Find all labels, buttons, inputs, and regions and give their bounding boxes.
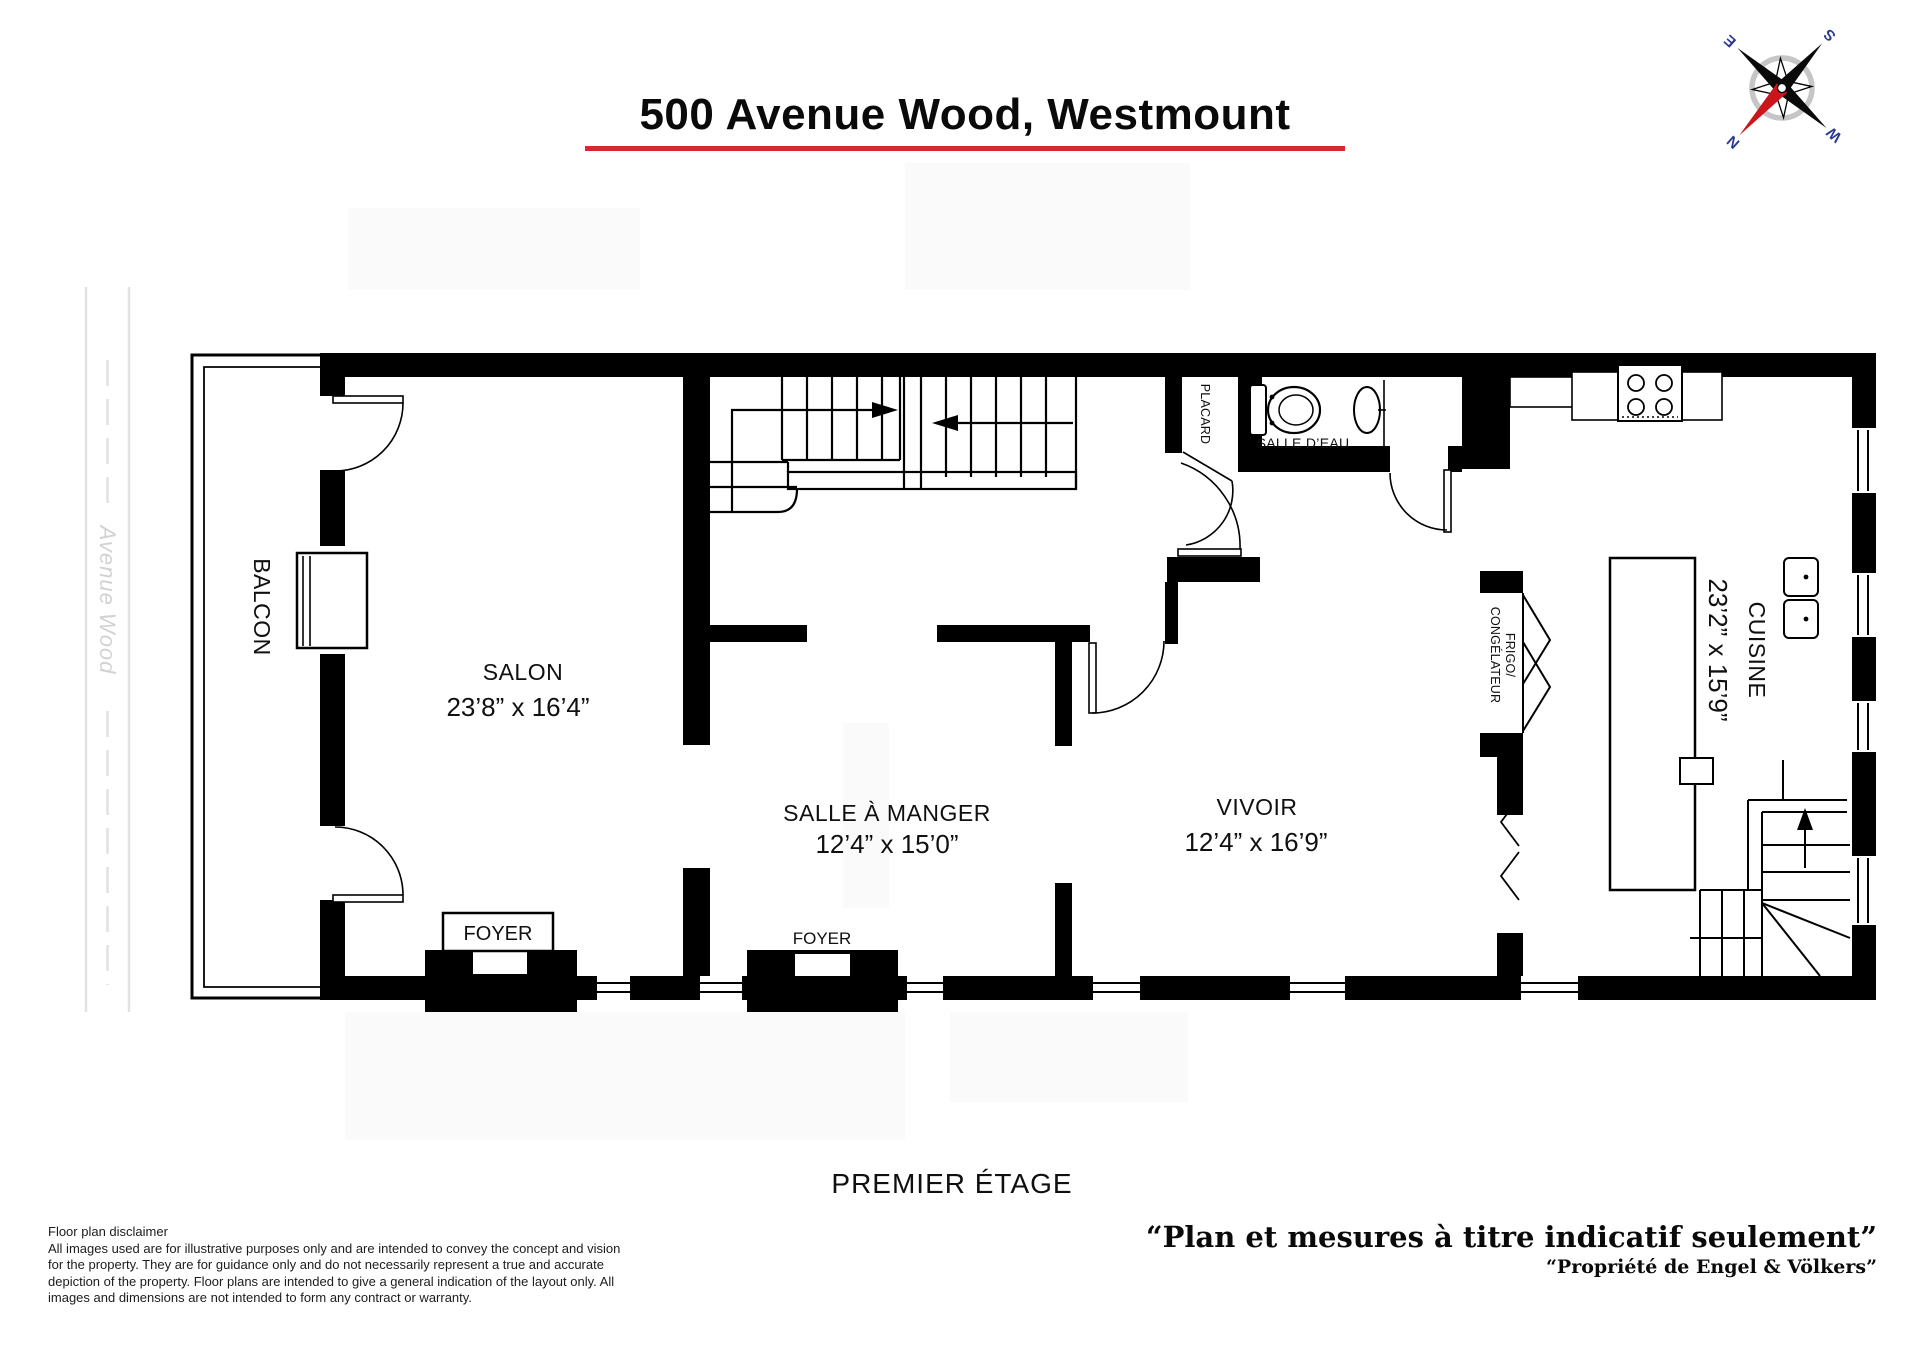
label-placard: PLACARD [1198,383,1212,445]
label-foyer-right: FOYER [792,929,852,948]
stove-icon [1618,365,1682,421]
vivoir-door-leaf [1089,643,1096,713]
compass-label-w: W [1823,123,1846,146]
sink-icon [1354,387,1380,433]
label-salon: SALON [482,659,564,685]
disclaimer-line: All images used are for illustrative purposes only and are intended to convey the concept and vision [48,1240,621,1256]
page-title: 500 Avenue Wood, Westmount [639,90,1291,139]
bay-window [297,553,367,648]
dims-cuisine: 23’2” x 15’9” [1703,578,1733,722]
disclaimer-title: Floor plan disclaimer [48,1224,168,1239]
compass-label-n: N [1723,131,1744,152]
svg-text:CONGÉLATEUR: CONGÉLATEUR [1488,606,1502,704]
label-salle-a-manger: SALLE À MANGER [783,800,991,826]
label-vivoir: VIVOIR [1216,794,1298,820]
svg-text:FRIGO/: FRIGO/ [1503,632,1517,678]
dims-salle-a-manger: 12’4” x 15’0” [815,829,959,859]
floor-level-label: PREMIER ÉTAGE [831,1168,1073,1199]
disclaimer-line: for the property. They are for guidance only and do not necessarily represent a true and accurate [48,1257,604,1272]
dims-vivoir: 12’4” x 16’9” [1184,827,1328,857]
staircase-main [710,377,1076,512]
quote-main: “Plan et mesures à titre indicatif seulement” [1145,1220,1877,1254]
balcony-door-leaf-top [333,396,403,403]
toilet-bowl-icon [1268,387,1320,433]
staircase-basement [1680,758,1850,976]
label-cuisine: CUISINE [1744,601,1770,699]
salle-deau-door-leaf [1444,470,1451,532]
balcony-door-leaf-bottom [333,895,403,902]
street-avenue-wood [86,287,129,1012]
kitchen-counter [1510,377,1573,407]
dims-salon: 23’8” x 16’4” [446,692,590,722]
interior-walls [683,377,1523,976]
hall-door-leaf [1178,549,1241,556]
label-foyer-left: FOYER [463,923,533,945]
quote-sub: “Propriété de Engel & Völkers” [1545,1256,1877,1278]
label-balcon: BALCON [249,558,275,656]
kitchen-sink-icon [1784,558,1818,596]
compass-label-s: S [1820,25,1840,45]
footer-quotes [1146,1220,1877,1280]
disclaimer-line: images and dimensions are not intended to form any contract or warranty. [48,1290,472,1305]
street-name-label: Avenue Wood [95,525,120,675]
disclaimer-line: depiction of the property. Floor plans are intended to give a general indication of the layout only. All [48,1273,615,1289]
fridge-icon [1523,593,1550,733]
toilet-tank-icon [1250,385,1266,435]
compass-label-e: E [1720,31,1740,51]
label-salle-deau: SALLE D’EAU [1256,435,1350,451]
disclaimer [48,1224,648,1307]
stair-up-arrow [732,410,872,462]
kitchen-island [1610,558,1695,890]
label-frigo-congelateur [1488,607,1517,703]
room-labels [249,384,1770,948]
